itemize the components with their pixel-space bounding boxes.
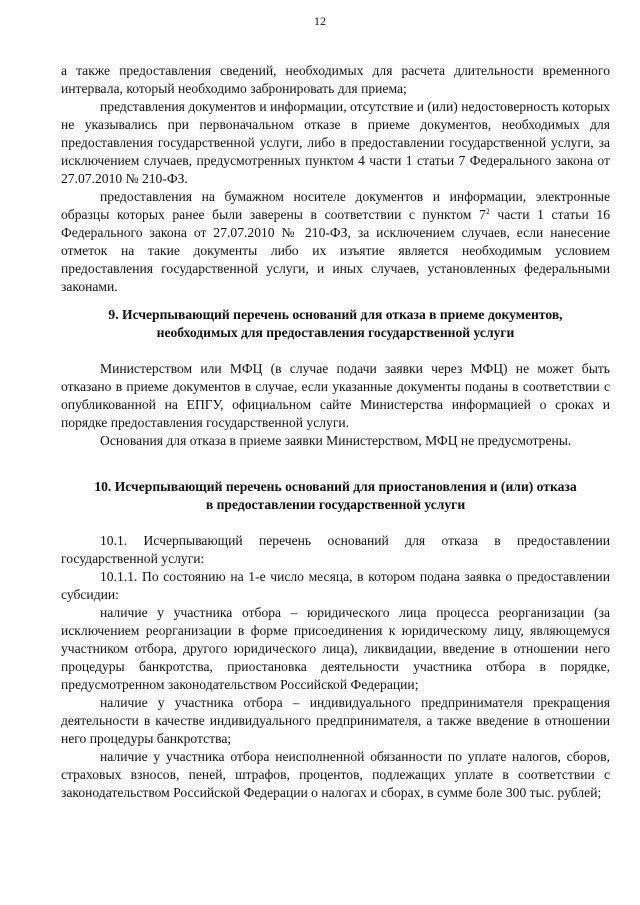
paragraph: Основания для отказа в приеме заявки Министерством, МФЦ не предусмотрены. xyxy=(100,433,572,448)
paragraph-text: предоставления на бумажном носителе документов и информации, электронные образцы которых ранее были заверены в соответствии с пунктом 7 xyxy=(61,189,610,222)
paragraph: 10.1.1. По состоянию на 1-е число месяца, в котором подана заявка о предоставлении субсидии: xyxy=(61,569,610,602)
section-heading-line: необходимых для предоставления государственной услуги xyxy=(156,325,515,340)
paragraph: наличие у участника отбора – юридического лица процесса реорганизации (за исключением реорганизации в форме присоединения к юридическому лицу, являющемуся участником отбора, другого юридического лица), ликвидации, введение в отношении него процедуры банкротства, приостановка деятельности участника отбора в порядке, предусмотренном законодательством Российской Федерации; xyxy=(61,605,610,692)
paragraph: представления документов и информации, отсутствие и (или) недостоверность которых не указывались при первоначальном отказе в приеме документов, необходимых для предоставления государственной услуги, либо в предоставлении государственной услуги, за исключением случаев, предусмотренных пунктом 4 части 1 статьи 7 Федерального закона от 27.07.2010 № 210-ФЗ. xyxy=(61,99,610,186)
paragraph-text: части 1 статьи 16 Федерального закона от 27.07.2010 № 210-ФЗ, за исключением случаев, если нанесение отметок на такие документы либо их изъятие является необходимым условием предоставления государственной услуги, и иных случаев, установленных федеральными законами. xyxy=(61,207,610,294)
paragraph xyxy=(61,188,610,296)
section-heading-line: 9. Исчерпывающий перечень оснований для отказа в приеме документов, xyxy=(108,307,563,322)
section-heading-line: в предоставлении государственной услуги xyxy=(205,497,466,512)
section-heading xyxy=(61,478,610,514)
section-heading xyxy=(61,306,610,342)
intro-block xyxy=(61,62,610,296)
section-10 xyxy=(61,478,610,802)
paragraph: наличие у участника отбора – индивидуального предпринимателя прекращения деятельности в качестве индивидуального предпринимателя, а также введение в отношении него процедуры банкротства; xyxy=(61,695,610,746)
section-9 xyxy=(61,306,610,450)
superscript: 2 xyxy=(485,207,490,216)
paragraph: Министерством или МФЦ (в случае подачи заявки через МФЦ) не может быть отказано в приеме документов в случае, если указанные документы поданы в соответствии с опубликованной на ЕПГУ, официальном сайте Министерства информацией о сроках и порядке предоставления государственной услуги. xyxy=(61,361,610,430)
paragraph: наличие у участника отбора неисполненной обязанности по уплате налогов, сборов, страховых взносов, пеней, штрафов, процентов, подлежащих уплате в соответствии с законодательством Российской Федерации о налогах и сборах, в сумме боле 300 тыс. рублей; xyxy=(61,749,610,800)
paragraph: а также предоставления сведений, необходимых для расчета длительности временного интервала, который необходимо забронировать для приема; xyxy=(61,63,610,96)
section-heading-line: 10. Исчерпывающий перечень оснований для приостановления и (или) отказа xyxy=(94,479,577,494)
paragraph: 10.1. Исчерпывающий перечень оснований для отказа в предоставлении государственной услуги: xyxy=(61,533,610,566)
page-number: 12 xyxy=(314,14,326,28)
